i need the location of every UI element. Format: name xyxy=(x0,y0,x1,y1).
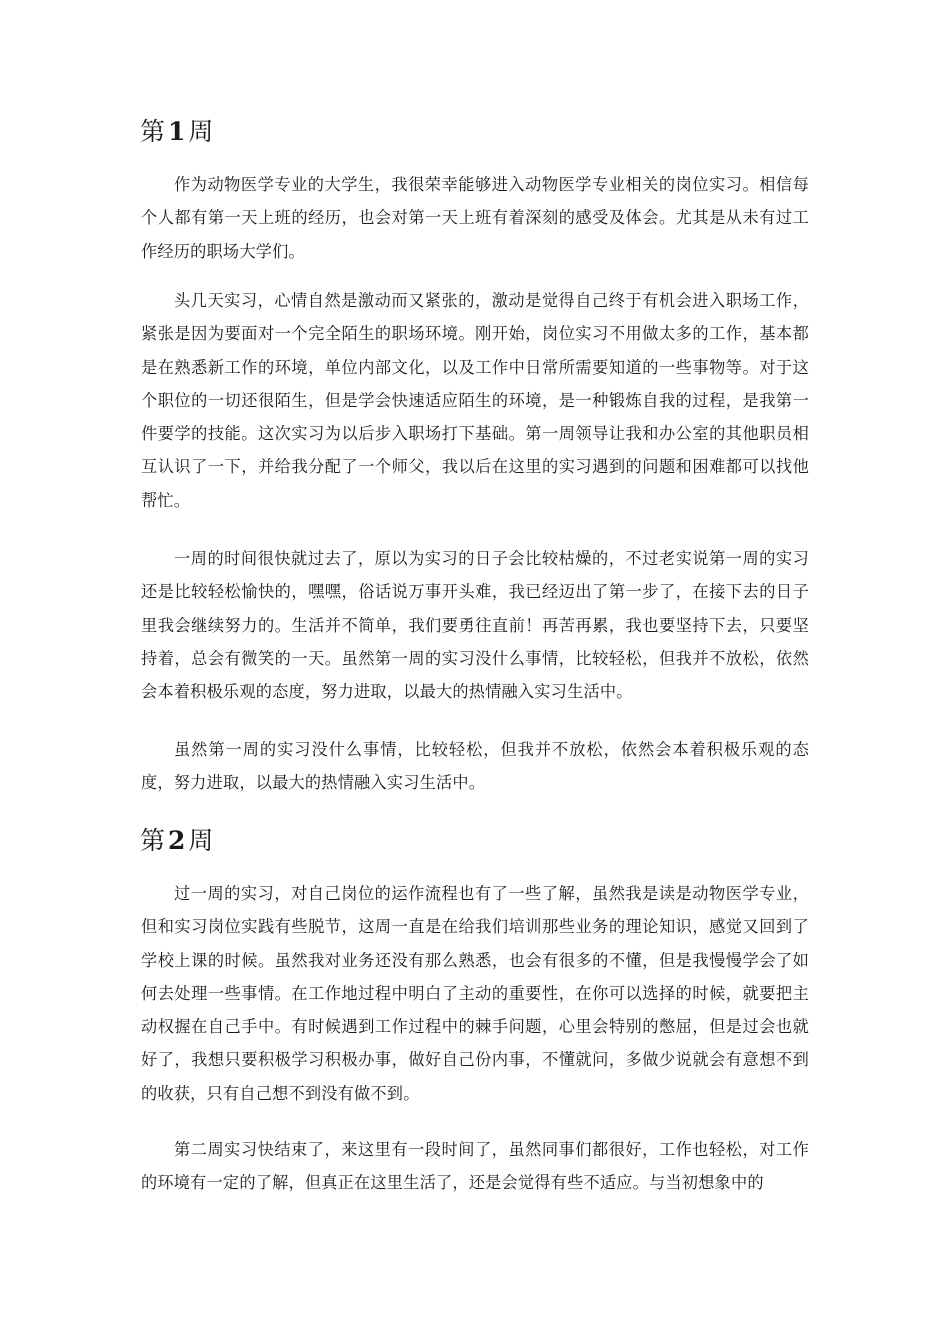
heading-prefix: 第 xyxy=(140,826,167,855)
week-2-paragraph-2: 第二周实习快结束了，来这里有一段时间了，虽然同事们都很好，工作也轻松，对工作的环境有一定的了解，但真正在这里生活了，还是会觉得有些不适应。与当初想象中的 xyxy=(141,1140,809,1193)
heading-number: 2 xyxy=(168,826,187,855)
heading-number: 1 xyxy=(168,117,187,146)
heading-suffix: 周 xyxy=(188,826,215,855)
week-1-paragraph-4: 虽然第一周的实习没什么事情，比较轻松，但我并不放松，依然会本着积极乐观的态度，努力进取，以最大的热情融入实习生活中。 xyxy=(141,740,809,793)
week-1-heading xyxy=(140,117,214,147)
week-1-paragraph-1: 作为动物医学专业的大学生，我很荣幸能够进入动物医学专业相关的岗位实习。相信每个人都有第一天上班的经历，也会对第一天上班有着深刻的感受及体会。尤其是从未有过工作经历的职场大学们。 xyxy=(141,175,809,261)
week-2-heading xyxy=(140,826,214,856)
week-1-paragraph-2: 头几天实习，心情自然是激动而又紧张的，激动是觉得自己终于有机会进入职场工作，紧张是因为要面对一个完全陌生的职场环境。刚开始，岗位实习不用做太多的工作，基本都是在熟悉新工作的环境，单位内部文化，以及工作中日常所需要知道的一些事物等。对于这个职位的一切还很陌生，但是学会快速适应陌生的环境，是一种锻炼自我的过程，是我第一件要学的技能。这次实习为以后步入职场打下基础。第一周领导让我和办公室的其他职员相互认识了一下，并给我分配了一个师父，我以后在这里的实习遇到的问题和困难都可以找他帮忙。 xyxy=(141,291,809,510)
week-2-paragraph-1: 过一周的实习，对自己岗位的运作流程也有了一些了解，虽然我是读是动物医学专业，但和实习岗位实践有些脱节，这周一直是在给我们培训那些业务的理论知识，感觉又回到了学校上课的时候。虽然我对业务还没有那么熟悉，也会有很多的不懂，但是我慢慢学会了如何去处理一些事情。在工作地过程中明白了主动的重要性，在你可以选择的时候，就要把主动权握在自己手中。有时候遇到工作过程中的棘手问题，心里会特别的憋屈，但是过会也就好了，我想只要积极学习积极办事，做好自己份内事，不懂就问，多做少说就会有意想不到的收获，只有自己想不到没有做不到。 xyxy=(141,884,809,1103)
heading-suffix: 周 xyxy=(188,117,215,146)
heading-prefix: 第 xyxy=(140,117,167,146)
week-1-paragraph-3: 一周的时间很快就过去了，原以为实习的日子会比较枯燥的，不过老实说第一周的实习还是比较轻松愉快的，嘿嘿，俗话说万事开头难，我已经迈出了第一步了，在接下去的日子里我会继续努力的。生活并不简单，我们要勇往直前！再苦再累，我也要坚持下去，只要坚持着，总会有微笑的一天。虽然第一周的实习没什么事情，比较轻松，但我并不放松，依然会本着积极乐观的态度，努力进取，以最大的热情融入实习生活中。 xyxy=(141,549,809,702)
